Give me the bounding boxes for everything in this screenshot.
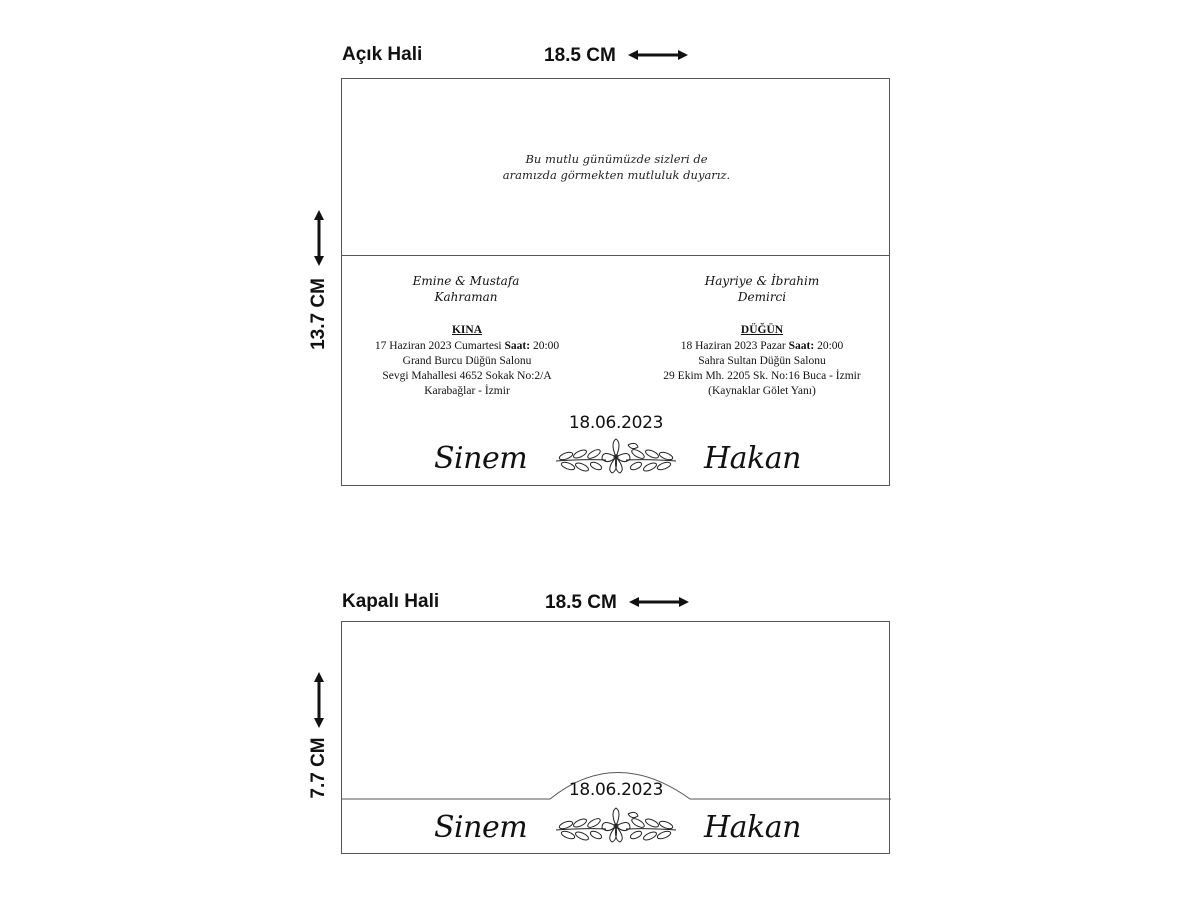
right-family-line-1: Hayriye & İbrahim	[704, 274, 820, 288]
kina-address-2: Karabağlar - İzmir	[424, 385, 510, 397]
greeting-line-1: Bu mutlu günümüzde sizleri de	[525, 152, 708, 166]
right-family-line-2: Demirci	[737, 290, 787, 304]
closed-view-title: Kapalı Hali	[342, 591, 440, 612]
dugun-block	[632, 323, 892, 399]
open-width-label: 18.5 CM	[544, 45, 616, 66]
dugun-date: 18 Haziran 2023 Pazar Saat: 20:00	[680, 340, 844, 352]
left-family	[366, 273, 566, 305]
open-date: 18.06.2023	[568, 413, 664, 433]
greeting-line-2: aramızda görmekten mutluluk duyarız.	[502, 168, 731, 182]
horizontal-arrow-icon	[629, 595, 689, 609]
dugun-title: DÜĞÜN	[740, 324, 784, 336]
closed-bride-name: Sinem	[434, 810, 528, 845]
fold-line	[342, 255, 889, 256]
left-family-line-2: Kahraman	[434, 290, 498, 304]
closed-height-label: 7.7 CM	[308, 737, 329, 799]
closed-width-label: 18.5 CM	[545, 592, 617, 613]
horizontal-arrow-icon	[628, 48, 688, 62]
vertical-arrow-icon	[312, 672, 326, 728]
kina-block	[342, 323, 592, 399]
dugun-venue: Sahra Sultan Düğün Salonu	[698, 355, 826, 367]
kina-title: KINA	[451, 324, 483, 336]
kina-date: 17 Haziran 2023 Cumartesi Saat: 20:00	[374, 340, 560, 352]
greeting-text	[342, 151, 891, 183]
open-bride-name: Sinem	[434, 441, 528, 476]
floral-branch-icon	[554, 435, 678, 479]
vertical-arrow-icon	[312, 210, 326, 266]
right-family	[662, 273, 862, 305]
kina-address-1: Sevgi Mahallesi 4652 Sokak No:2/A	[382, 370, 552, 382]
left-family-line-1: Emine & Mustafa	[412, 274, 520, 288]
open-groom-name: Hakan	[704, 441, 801, 476]
floral-branch-icon	[554, 804, 678, 848]
kina-venue: Grand Burcu Düğün Salonu	[402, 355, 532, 367]
open-view-title: Açık Hali	[342, 44, 423, 65]
open-card	[341, 78, 890, 486]
closed-date: 18.06.2023	[568, 780, 664, 800]
closed-card	[341, 621, 890, 854]
dugun-address-1: 29 Ekim Mh. 2205 Sk. No:16 Buca - İzmir	[663, 370, 861, 382]
closed-groom-name: Hakan	[704, 810, 801, 845]
dugun-address-2: (Kaynaklar Gölet Yanı)	[708, 385, 816, 397]
open-height-label: 13.7 CM	[308, 278, 329, 350]
